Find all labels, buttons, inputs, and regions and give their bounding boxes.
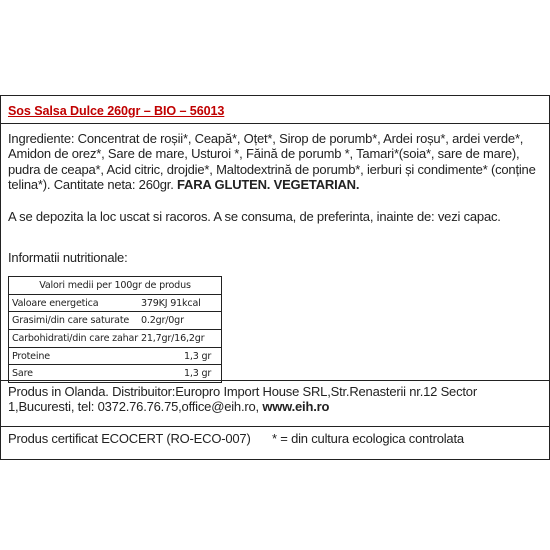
table-row — [9, 330, 222, 348]
storage-instructions: A se depozita la loc uscat si racoros. A se consuma, de preferinta, inainte de: vezi capac. — [8, 209, 501, 224]
nutrient-value: 0.2gr/0gr — [138, 312, 222, 330]
certification-text: Produs certificat ECOCERT (RO-ECO-007) — [8, 431, 251, 446]
organic-note: * = din cultura ecologica controlata — [272, 431, 464, 446]
nutrient-name: Sare — [9, 365, 138, 383]
table-row — [9, 294, 222, 312]
nutrient-value: 1,3 gr — [138, 347, 222, 365]
table-row — [9, 347, 222, 365]
ingredients-list: Ingrediente: Concentrat de roșii*, Ceapă*, Oțet*, Sirop de porumb*, Ardei roșu*, ardei verde*, Amidon de orez*, Sare de mare, Usturoi *, Făină de porumb *, Tamari*(soia*, sare de mare), pudra de ceapa*, Acid citric, drojdie*, Maltodextrină de porumb*, ierburi și condimente* (conține telina*). Cantitate neta: 260gr. — [8, 131, 536, 193]
nutrient-name: Valoare energetica — [9, 294, 138, 312]
distributor-info — [8, 384, 544, 415]
nutrition-table-header-row — [9, 277, 222, 295]
ingredients-text — [8, 131, 544, 193]
nutrient-value: 21,7gr/16,2gr — [138, 330, 222, 348]
nutrition-table — [8, 276, 222, 383]
nutrient-name: Proteine — [9, 347, 138, 365]
section-divider — [0, 426, 550, 427]
nutrient-name: Carbohidrati/din care zahar — [9, 330, 138, 348]
nutrient-value: 379KJ 91kcal — [138, 294, 222, 312]
certification-line — [8, 431, 548, 446]
nutrient-name: Grasimi/din care saturate — [9, 312, 138, 330]
title-divider — [0, 123, 550, 124]
distributor-website: www.eih.ro — [262, 399, 330, 415]
section-divider — [0, 380, 550, 381]
nutrition-table-header: Valori medii per 100gr de produs — [9, 277, 222, 295]
dietary-claims: FARA GLUTEN. VEGETARIAN. — [173, 177, 360, 193]
nutrition-heading: Informatii nutritionale: — [8, 250, 128, 265]
product-title: Sos Salsa Dulce 260gr – BIO – 56013 — [8, 104, 225, 118]
nutrient-value: 1,3 gr — [138, 365, 222, 383]
table-row — [9, 312, 222, 330]
distributor-text: Produs in Olanda. Distribuitor:Europro Import House SRL,Str.Renasterii nr.12 Sector 1,Bucuresti, tel: 0372.76.76.75,office@eih.ro, — [8, 384, 477, 415]
